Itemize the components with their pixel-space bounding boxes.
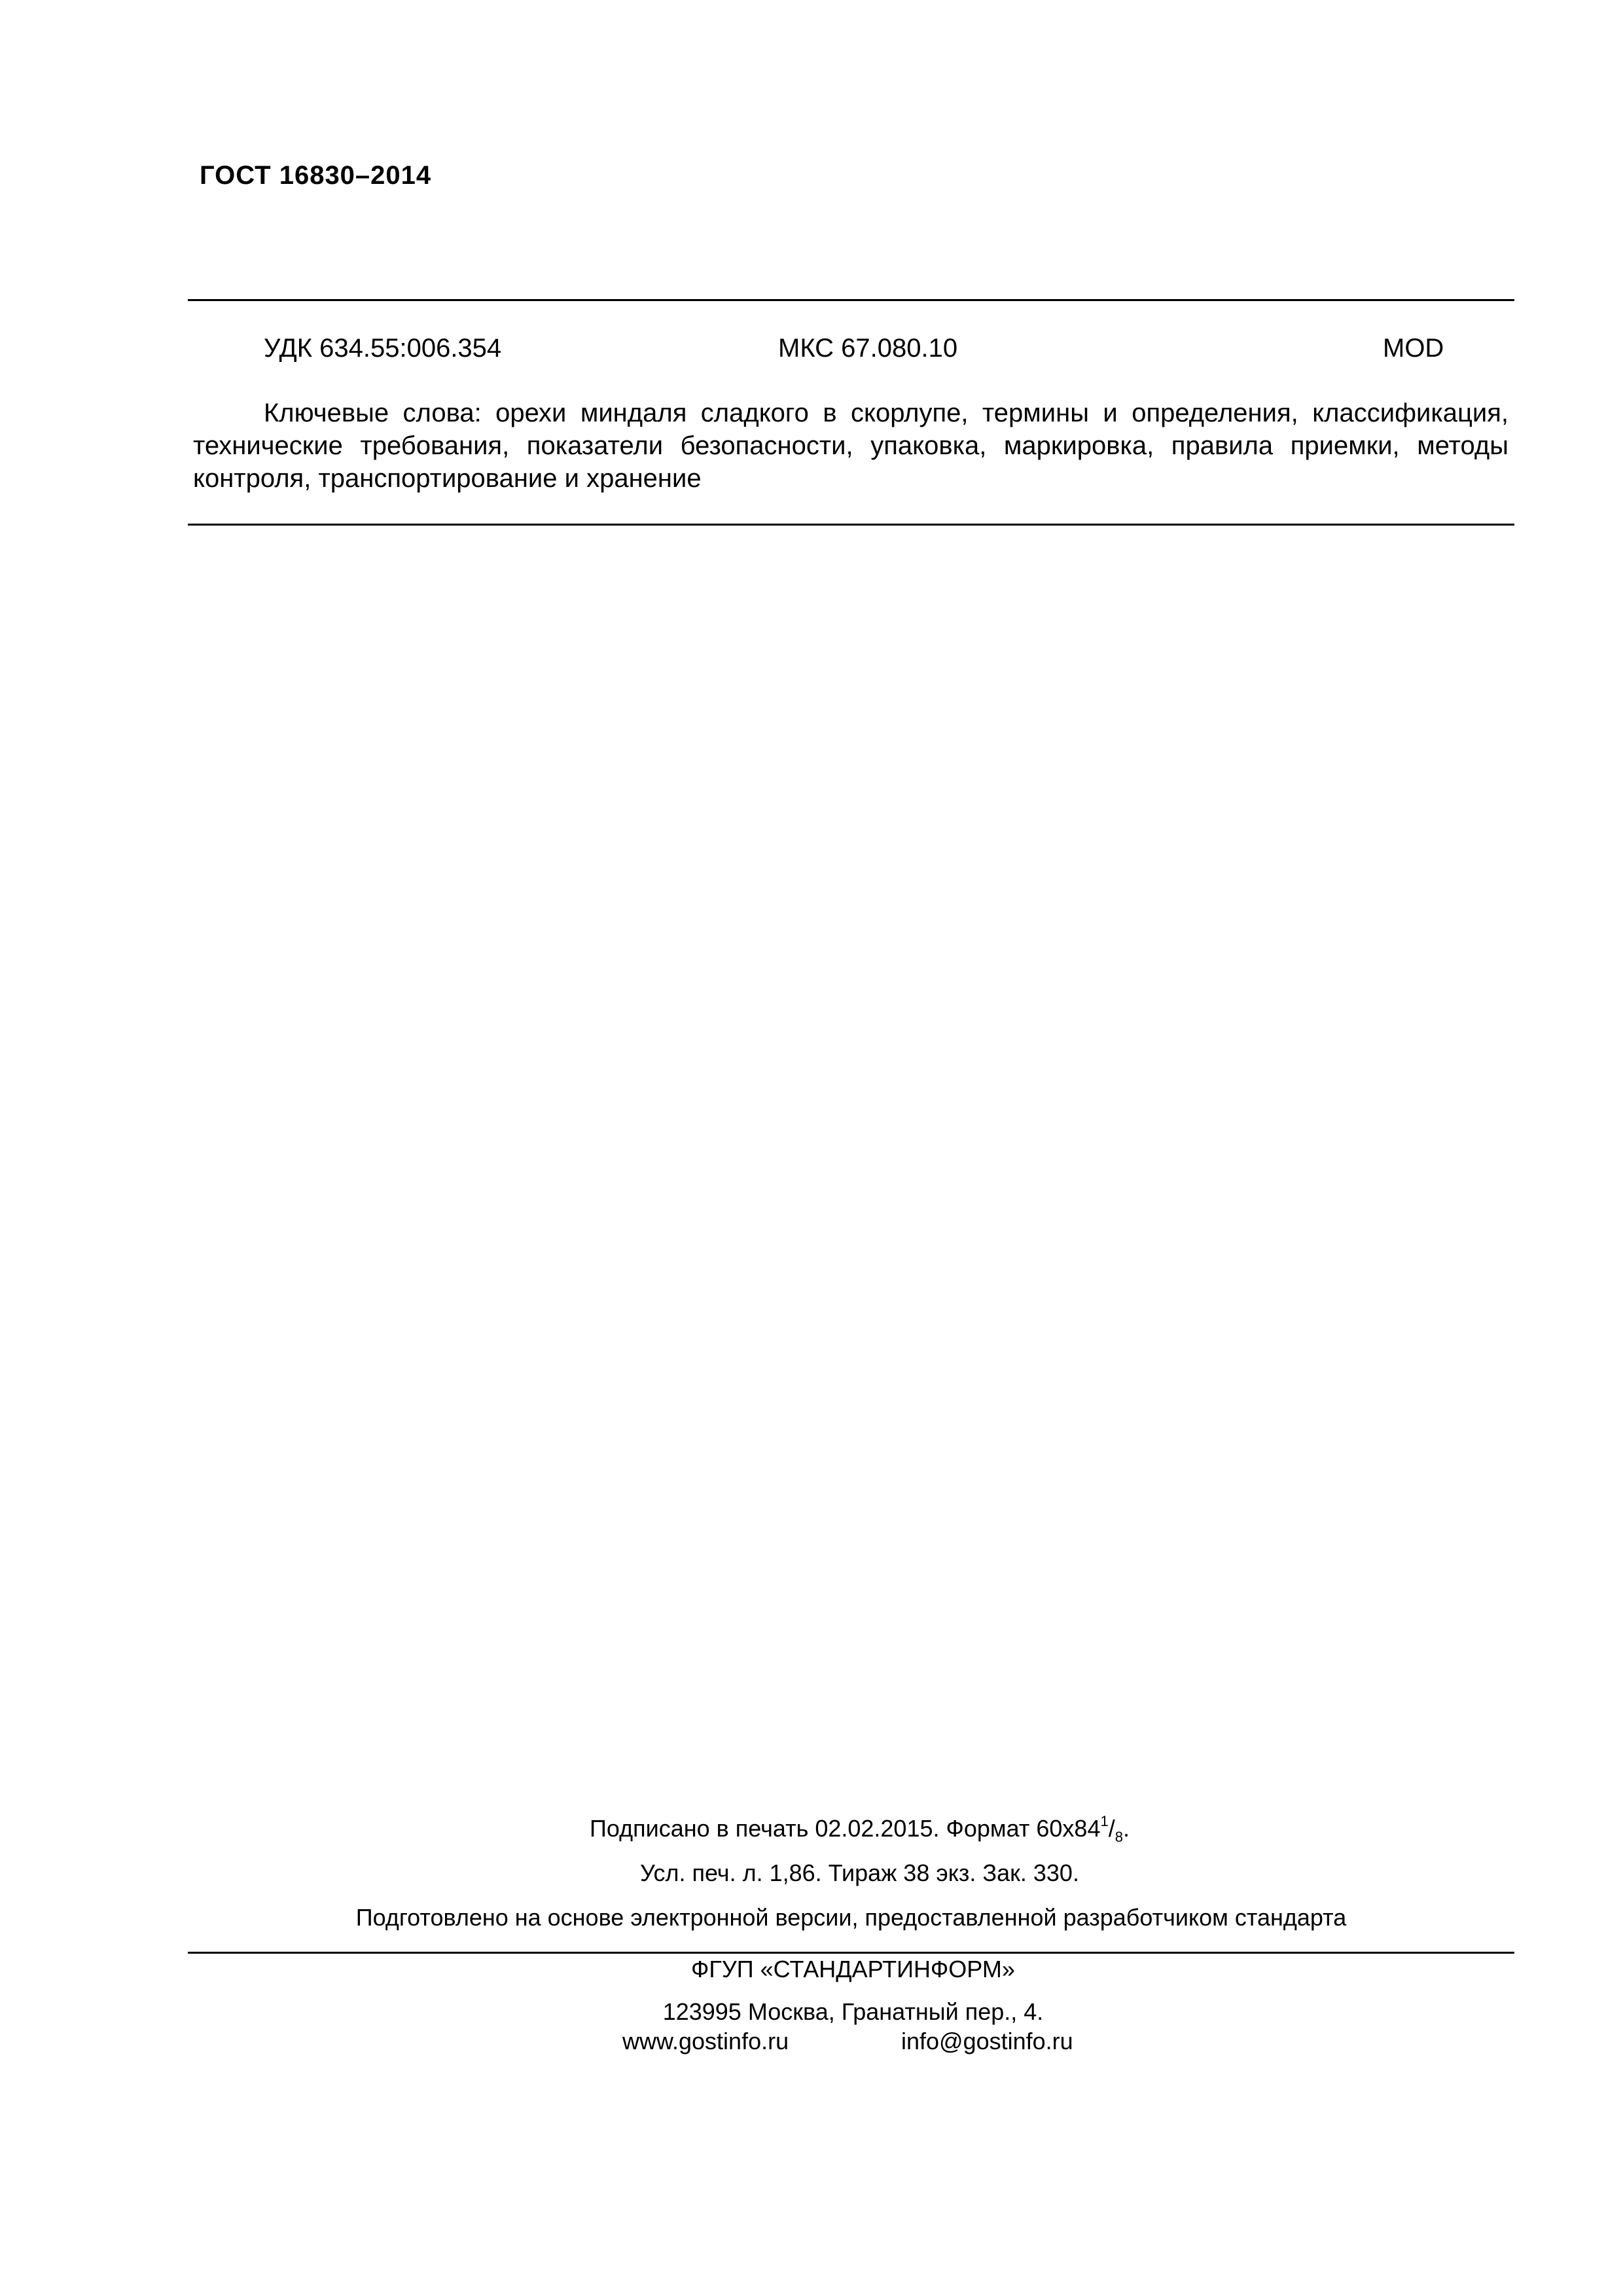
standard-designation: ГОСТ 16830–2014 (200, 161, 432, 190)
format-slash: / (1108, 1815, 1115, 1842)
publisher-email[interactable]: info@gostinfo.ru (901, 2028, 1073, 2054)
imprint-prepared-note: Подготовлено на основе электронной версии, предоставленной разработчиком стандарта (355, 1904, 1347, 1931)
udc-code: УДК 634.55:006.354 (264, 334, 502, 363)
imprint-signed-suffix: . (1122, 1815, 1130, 1842)
imprint-divider (188, 1952, 1514, 1954)
top-divider (188, 299, 1514, 301)
ics-code: МКС 67.080.10 (778, 334, 958, 363)
imprint-signed-line (196, 1814, 1523, 1843)
harmonization-degree: MOD (1383, 334, 1444, 363)
imprint-signed-text: Подписано в печать 02.02.2015. Формат 60x84 (590, 1815, 1101, 1842)
publisher-website[interactable]: www.gostinfo.ru (622, 2028, 789, 2054)
keywords-paragraph: Ключевые слова: орехи миндаля сладкого в скорлупе, термины и определения, классификация, технические требования, показатели безопасности, упаковка, маркировка, правила приемки, методы контроля, транспортирование и хранение (193, 399, 1508, 493)
publisher-address: 123995 Москва, Гранатный пер., 4. (662, 1998, 1044, 2025)
format-denominator: 8 (1115, 1829, 1123, 1845)
format-numerator: 1 (1100, 1813, 1109, 1829)
keywords-divider (188, 524, 1514, 526)
publisher-name: ФГУП «СТАНДАРТИНФОРМ» (691, 1956, 1015, 1982)
imprint-print-info: Усл. печ. л. 1,86. Тираж 38 экз. Зак. 330. (640, 1859, 1079, 1886)
